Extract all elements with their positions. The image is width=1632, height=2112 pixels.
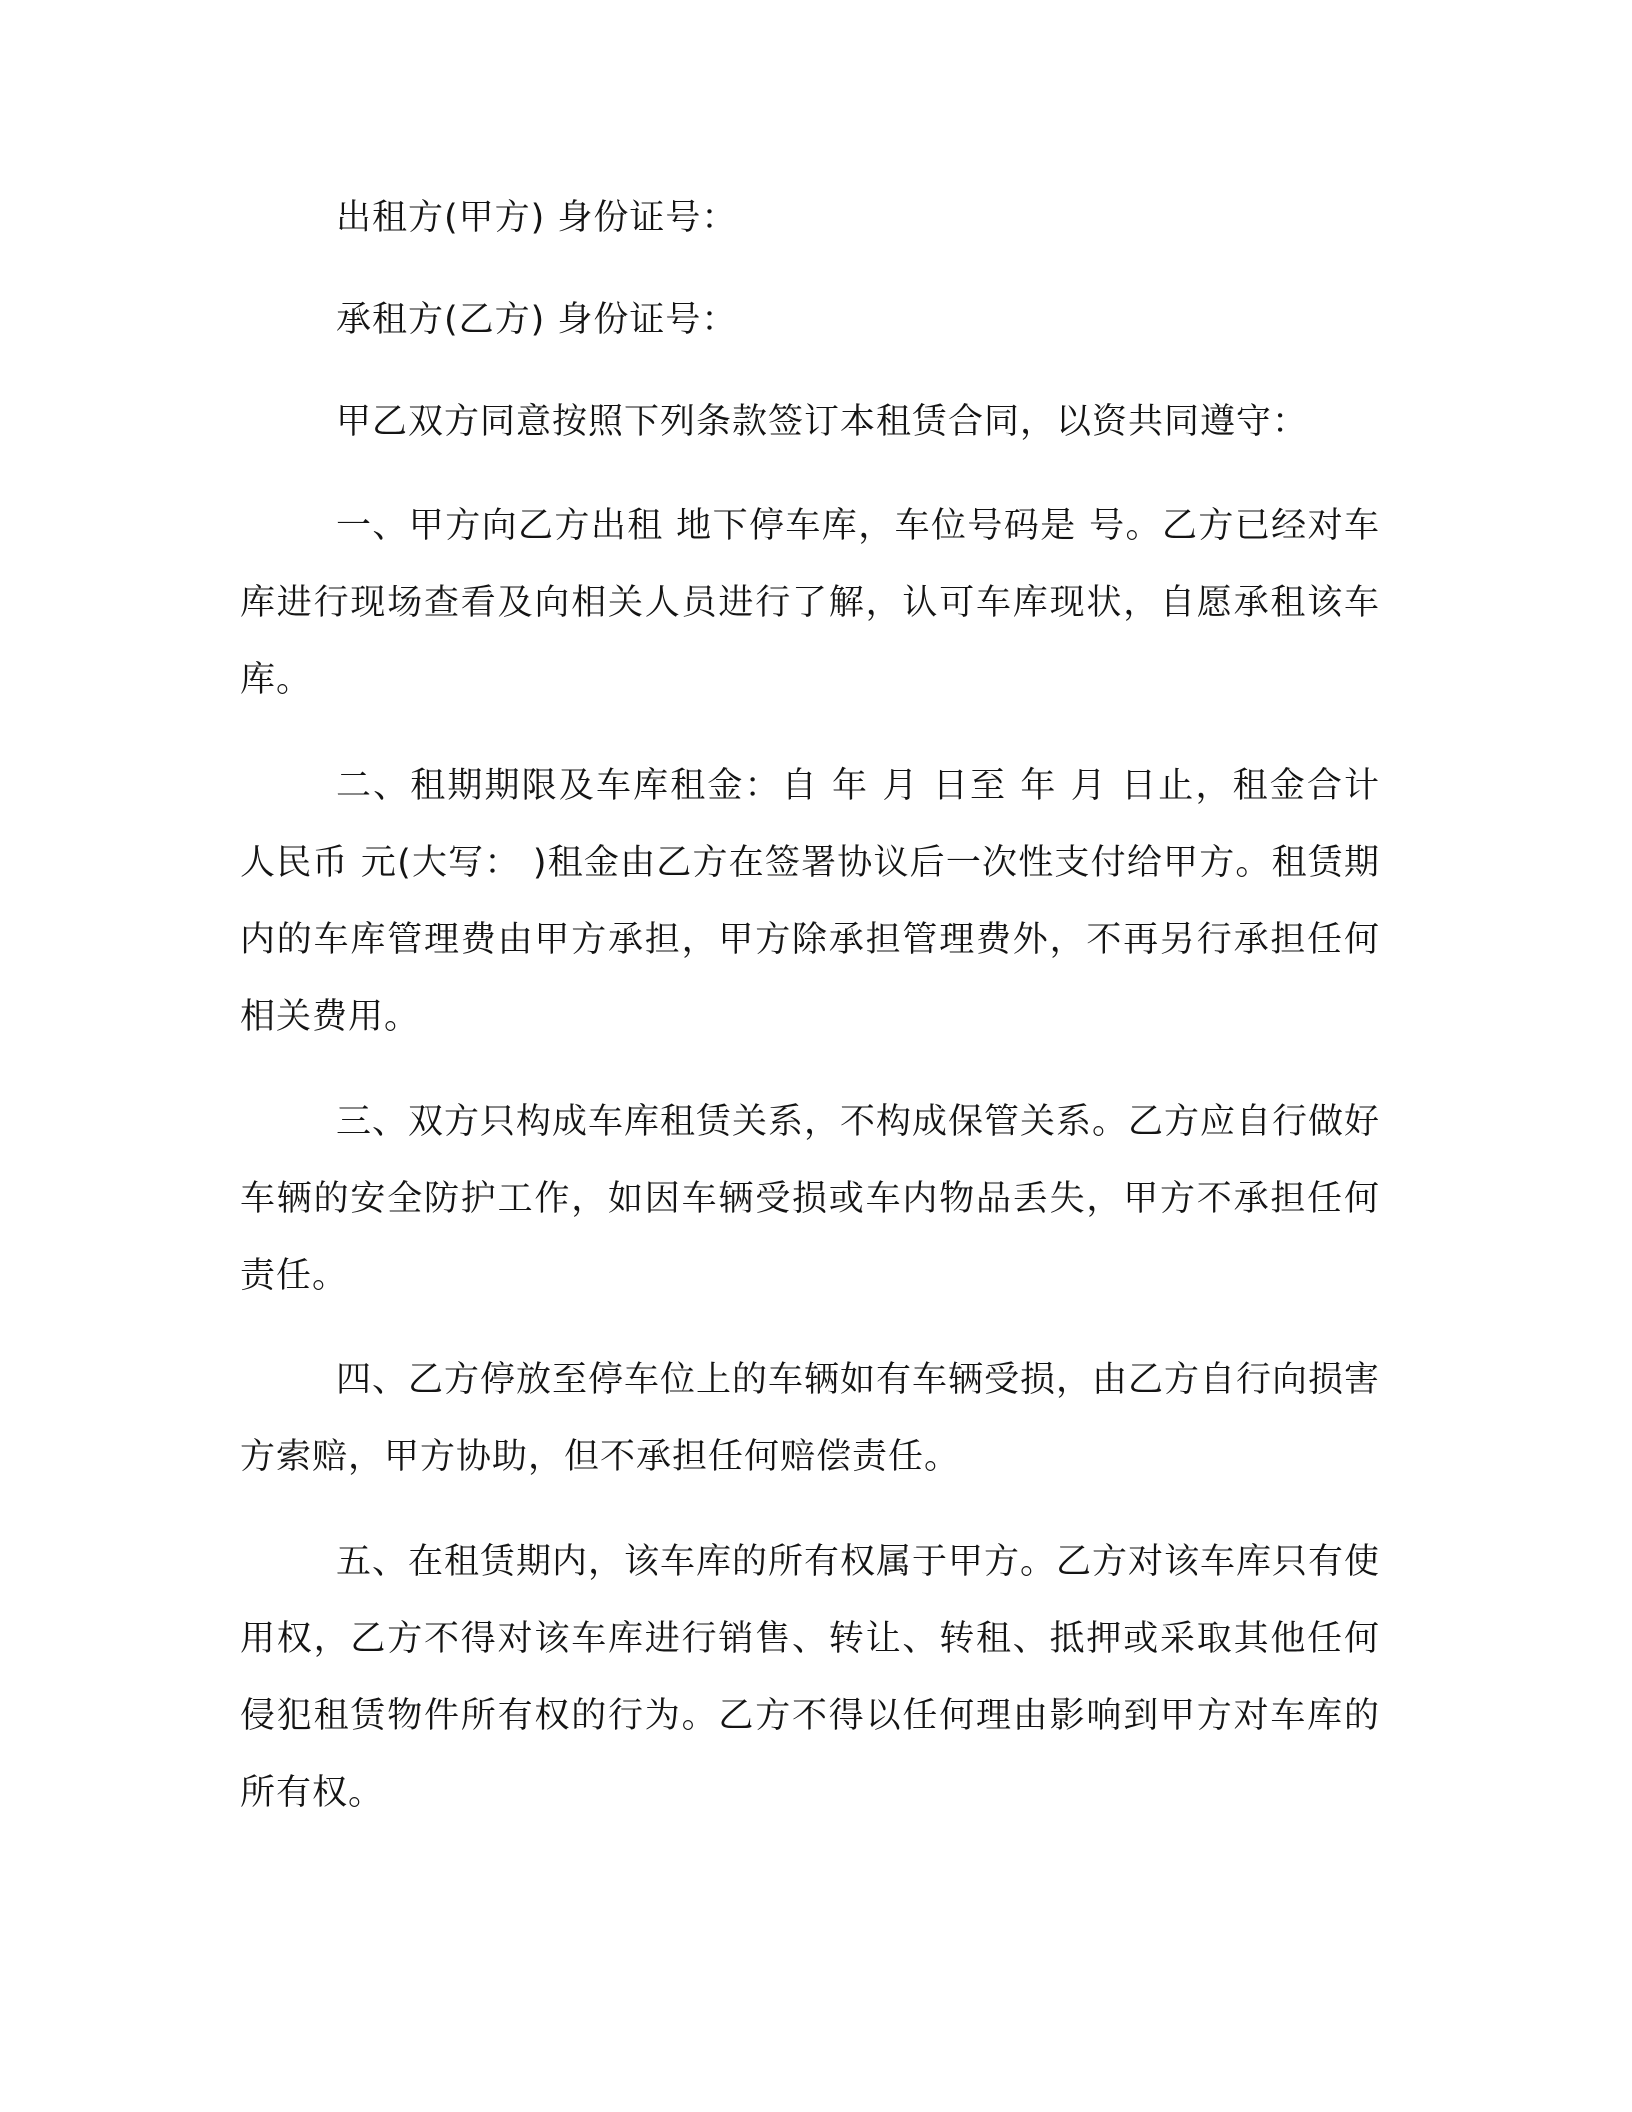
clause-4-paragraph: 四、乙方停放至停车位上的车辆如有车辆受损，由乙方自行向损害方索赔，甲方协助，但不承担任何赔偿责任。 xyxy=(240,1360,1381,1477)
clause-5-paragraph: 五、在租赁期内，该车库的所有权属于甲方。乙方对该车库只有使用权，乙方不得对该车库进行销售、转让、转租、抵押或采取其他任何侵犯租赁物件所有权的行为。乙方不得以任何理由影响到甲方对车库的所有权。 xyxy=(240,1542,1381,1813)
lessee-id-line: 承租方(乙方) 身份证号： xyxy=(336,300,738,340)
intro-paragraph: 甲乙双方同意按照下列条款签订本租赁合同，以资共同遵守： xyxy=(336,402,1309,442)
clause-3-paragraph: 三、双方只构成车库租赁关系，不构成保管关系。乙方应自行做好车辆的安全防护工作，如因车辆受损或车内物品丢失，甲方不承担任何责任。 xyxy=(240,1102,1381,1296)
lessor-id-line: 出租方(甲方) 身份证号： xyxy=(336,198,738,238)
clause-1-paragraph: 一、甲方向乙方出租 地下停车库，车位号码是 号。乙方已经对车库进行现场查看及向相关人员进行了解，认可车库现状，自愿承租该车库。 xyxy=(240,506,1380,700)
clause-2-paragraph: 二、租期期限及车库租金：自 年 月 日至 年 月 日止，租金合计人民币 元(大写： )租金由乙方在签署协议后一次性支付给甲方。租赁期内的车库管理费由甲方承担，甲方除承担管理费外，不再另行承担任何相关费用。 xyxy=(240,766,1380,1037)
